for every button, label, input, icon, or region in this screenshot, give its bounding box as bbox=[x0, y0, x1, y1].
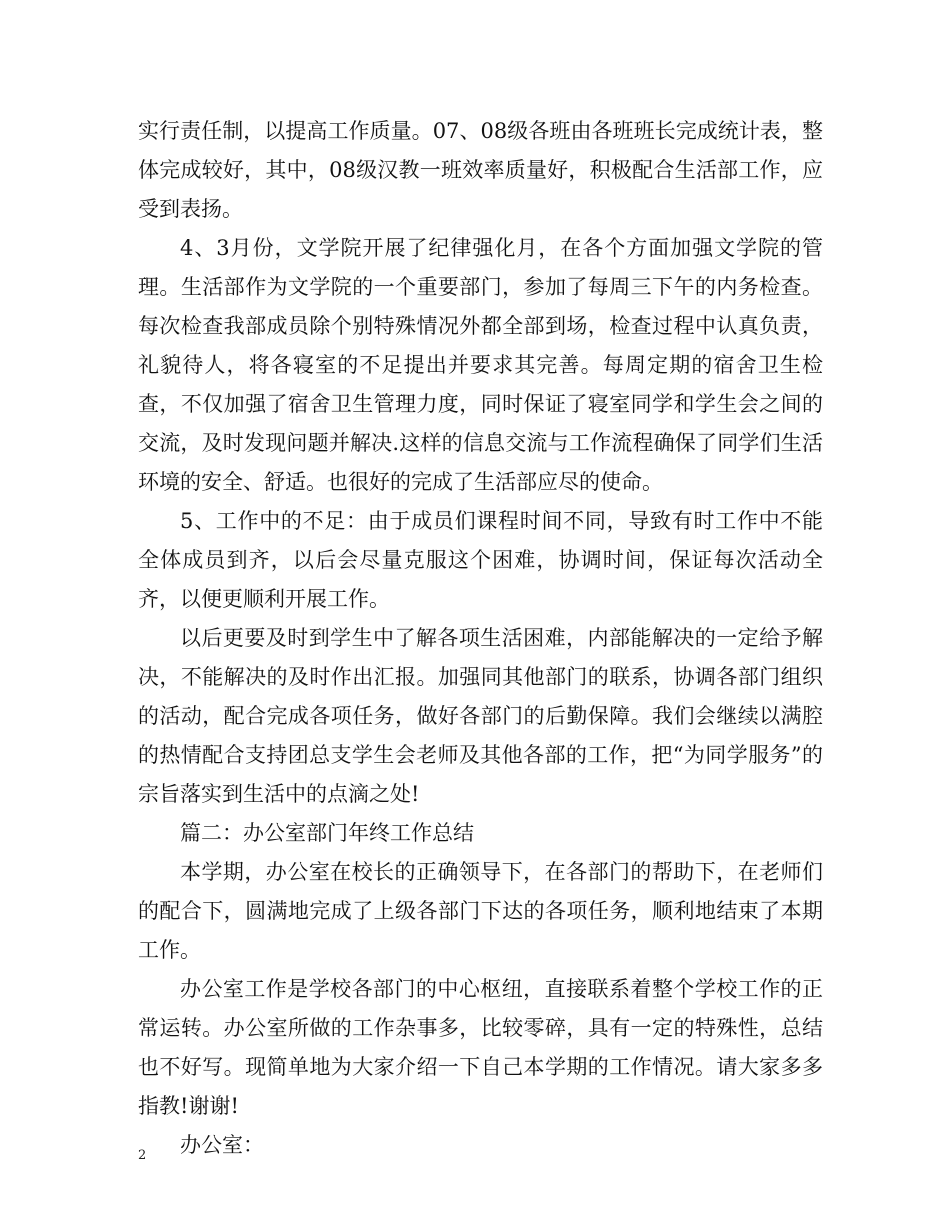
paragraph-future-plans: 以后更要及时到学生中了解各项生活困难，内部能解决的一定给予解决，不能解决的及时作出汇报。加强同其他部门的联系，协调各部门组织的活动，配合完成各项任务，做好各部门的后勤保障。我们会继续以满腔的热情配合支持团总支学生会老师及其他各部的工作，把“为同学服务”的宗旨落实到生活中的点滴之处! bbox=[138, 626, 823, 806]
paragraph-office-label: 办公室： bbox=[180, 1133, 264, 1157]
paragraph-continuation: 实行责任制，以提高工作质量。07、08级各班由各班班长完成统计表，整体完成较好，其中，08级汉教一班效率质量好，积极配合生活部工作，应受到表扬。 bbox=[138, 119, 823, 221]
page-number: 2 bbox=[138, 1148, 147, 1163]
paragraph-office-role: 办公室工作是学校各部门的中心枢纽，直接联系着整个学校工作的正常运转。办公室所做的工作杂事多，比较零碎，具有一定的特殊性，总结也不好写。现简单地为大家介绍一下自己本学期的工作情况。请大家多多指教!谢谢! bbox=[138, 977, 823, 1118]
paragraph-shortcomings: 5、工作中的不足：由于成员们课程时间不同，导致有时工作中不能全体成员到齐，以后会尽量克服这个困难，协调时间，保证每次活动全齐，以便更顺利开展工作。 bbox=[138, 509, 823, 611]
section-heading: 篇二：办公室部门年终工作总结 bbox=[180, 821, 474, 845]
paragraph-discipline-month: 4、3月份，文学院开展了纪律强化月，在各个方面加强文学院的管理。生活部作为文学院的一个重要部门，参加了每周三下午的内务检查。每次检查我部成员除个别特殊情况外都全部到场，检查过程中认真负责，礼貌待人，将各寝室的不足提出并要求其完善。每周定期的宿舍卫生检查，不仅加强了宿舍卫生管理力度，同时保证了寝室同学和学生会之间的交流，及时发现问题并解决.这样的信息交流与工作流程确保了同学们生活环境的安全、舒适。也很好的完成了生活部应尽的使命。 bbox=[138, 236, 823, 494]
paragraph-office-intro: 本学期，办公室在校长的正确领导下，在各部门的帮助下，在老师们的配合下，圆满地完成了上级各部门下达的各项任务，顺利地结束了本期工作。 bbox=[138, 860, 823, 962]
document-body bbox=[138, 112, 823, 1165]
